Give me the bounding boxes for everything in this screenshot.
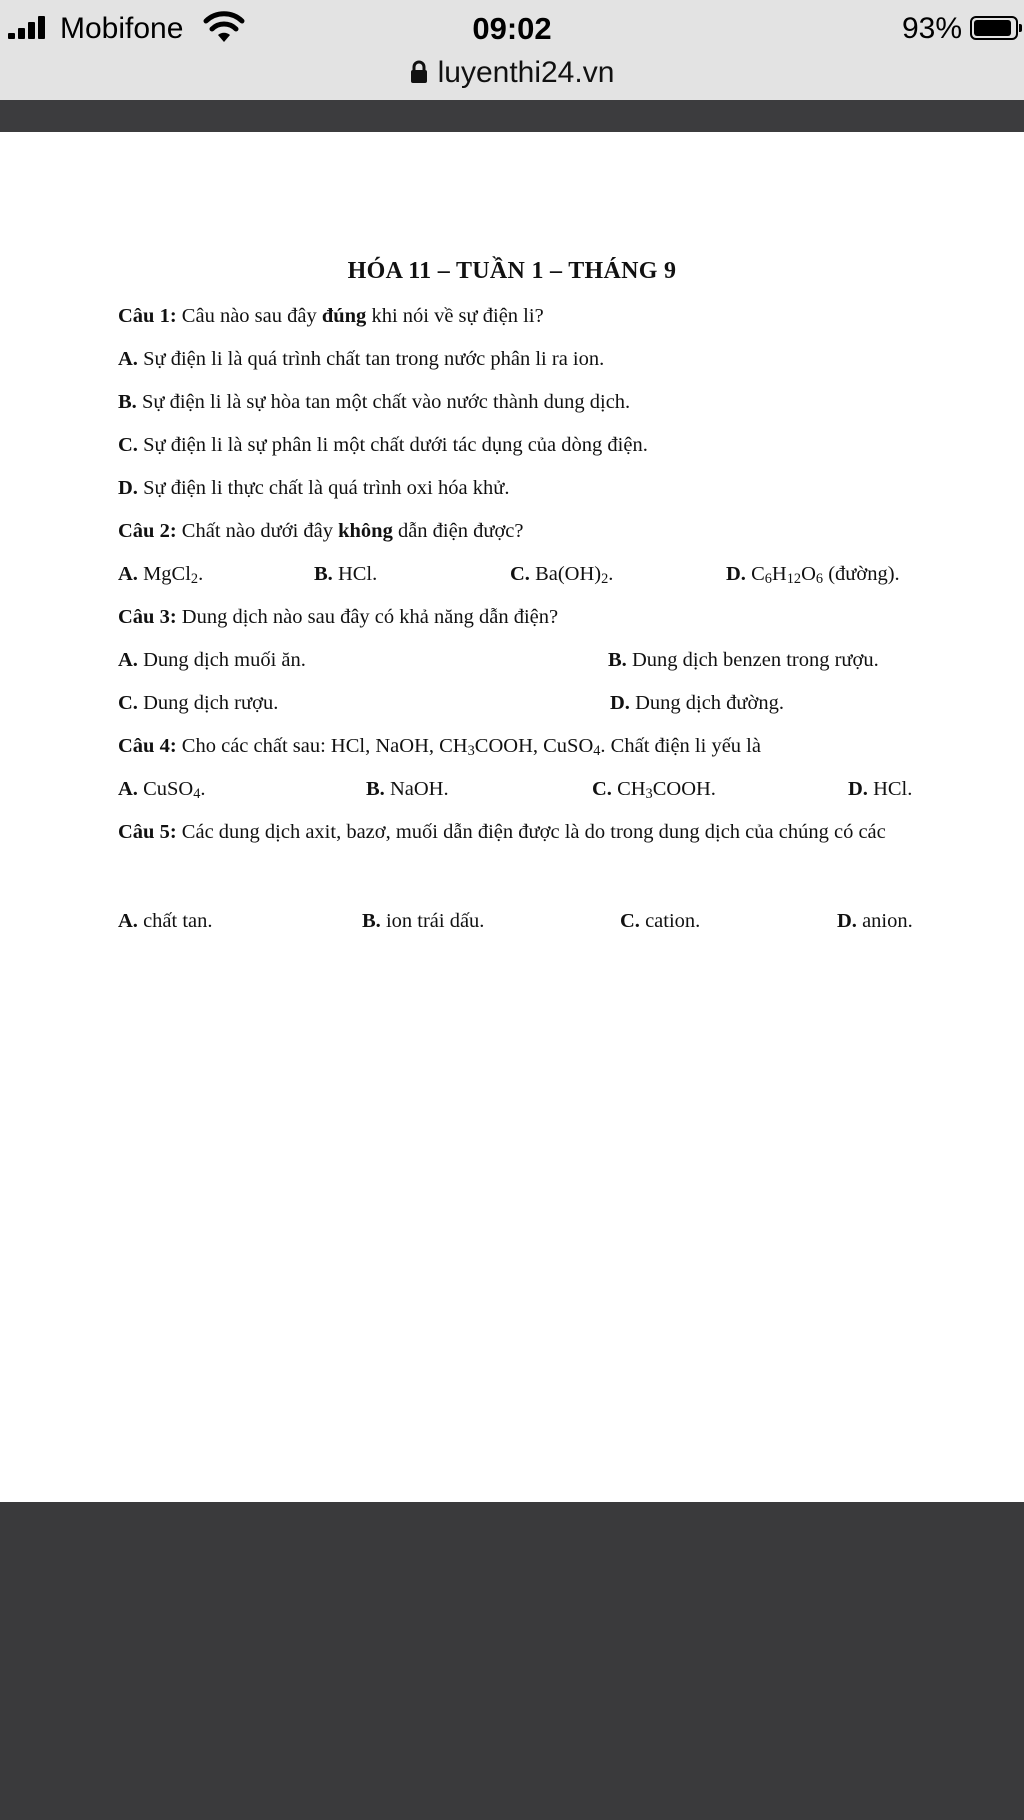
url-text[interactable]: luyenthi24.vn [437, 56, 615, 89]
q4-option-c: C. $CH_3COOH$. [592, 778, 716, 802]
q3-option-c: C. Dung dịch rượu. [118, 692, 279, 714]
q2-option-b: B. HCl. [314, 563, 378, 585]
carrier-name: Mobifone [60, 12, 184, 45]
battery-icon [970, 16, 1018, 40]
question-3: Câu 3: Dung dịch nào sau đây có khả năng dẫn điện? [118, 606, 559, 628]
q3-option-b: B. Dung dịch benzen trong rượu. [608, 649, 879, 671]
q4-option-b: B. NaOH. [366, 778, 449, 800]
q4-option-a: A. CuSO$_4$. [118, 778, 206, 802]
address-bar[interactable] [0, 56, 1024, 100]
question-1: Câu 1: Câu nào sau đây đúng khi nói về sự điện li? [118, 305, 544, 327]
q1-option-c: C. Sự điện li là sự phân li một chất dưới tác dụng của dòng điện. [118, 434, 648, 456]
question-5: Câu 5: Các dung dịch axit, bazơ, muối dẫn điện được là do trong dung dịch của chúng có các [118, 821, 886, 843]
q1-option-b: B. Sự điện li là sự hòa tan một chất vào nước thành dung dịch. [118, 391, 631, 413]
status-bar [0, 0, 1024, 56]
lock-icon [410, 60, 428, 84]
signal-strength-icon [8, 15, 48, 39]
question-2: Câu 2: Chất nào dưới đây không dẫn điện được? [118, 520, 524, 542]
q1-option-a: A. Sự điện li là quá trình chất tan trong nước phân li ra ion. [118, 348, 605, 370]
q2-option-c: C. $Ba(OH)_2$. [510, 563, 614, 587]
status-time: 09:02 [472, 11, 552, 46]
q1-option-d: D. Sự điện li thực chất là quá trình oxi hóa khử. [118, 477, 510, 499]
q5-option-c: C. cation. [620, 910, 701, 932]
q3-option-d: D. Dung dịch đường. [610, 692, 784, 714]
document-page [0, 132, 1024, 1502]
q5-option-b: B. ion trái dấu. [362, 910, 485, 932]
battery-percentage: 93% [901, 12, 962, 45]
q5-option-a: A. chất tan. [118, 910, 213, 932]
q2-option-d: D. $C_6H_{12}O_6$ (đường). [726, 563, 900, 587]
battery-level [974, 20, 1011, 36]
wifi-icon [203, 10, 245, 44]
page-title: HÓA 11 – TUẦN 1 – THÁNG 9 [347, 258, 677, 284]
viewer-bottom-area [0, 1502, 1024, 1820]
q4-option-d: D. HCl. [848, 778, 913, 800]
q3-option-a: A. Dung dịch muối ăn. [118, 649, 306, 671]
question-4: Câu 4: Cho các chất sau: HCl, NaOH, $CH_3COOH$, CuSO$_4$. Chất điện li yếu là [118, 735, 761, 759]
q2-option-a: A. MgCl$_2$. [118, 563, 204, 587]
viewer-top-margin [0, 100, 1024, 132]
q5-option-d: D. anion. [837, 910, 913, 932]
